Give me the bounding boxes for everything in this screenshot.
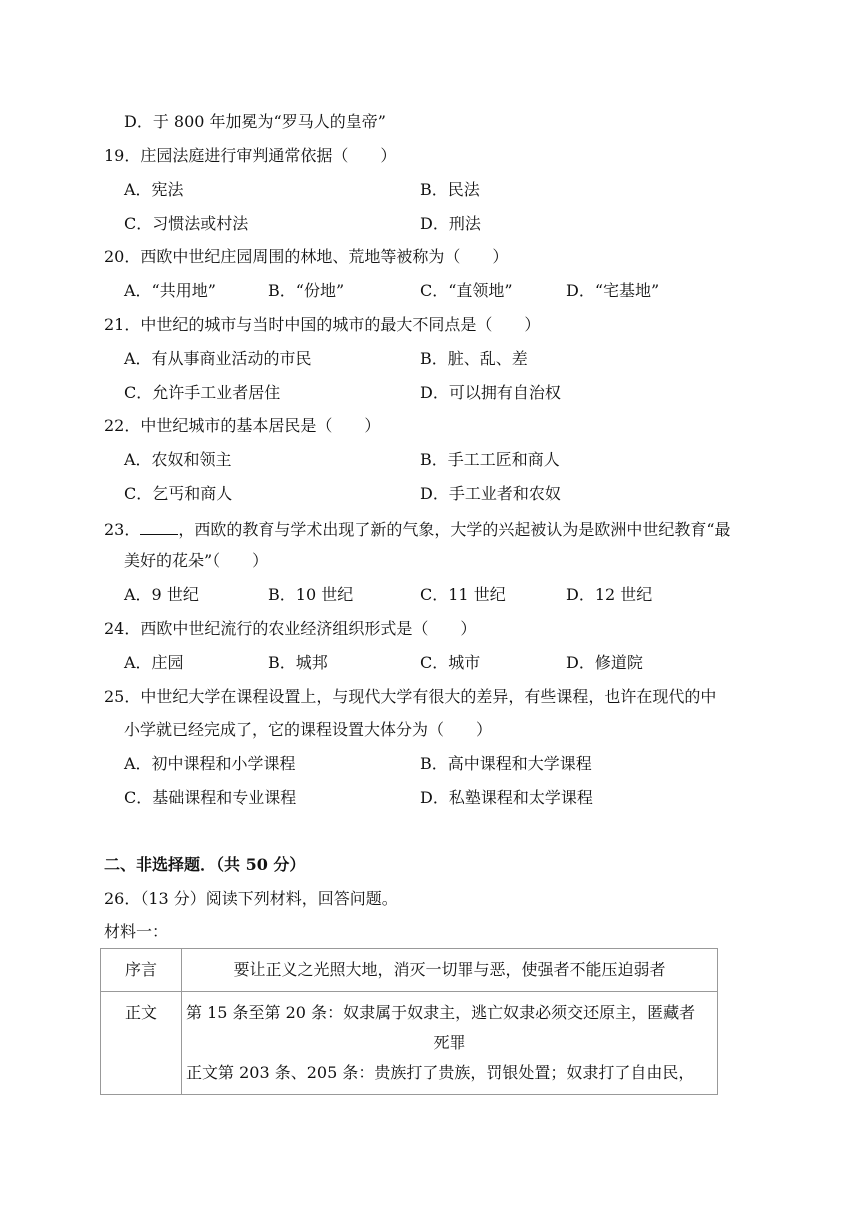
q20-option-d: D．“宅基地”: [566, 281, 660, 300]
section-title: 二、非选择题．（共 50 分）: [104, 855, 306, 874]
q19-option-a: A．宪法: [124, 180, 184, 199]
q23-stem: [104, 518, 731, 540]
table-body-line: 正文第 203 条、205 条：贵族打了贵族，罚银处置；奴隶打了自由民，: [186, 1063, 695, 1082]
table-row: [101, 992, 718, 1095]
q23-option-a: A．9 世纪: [124, 585, 199, 604]
q22-option-d: D．手工业者和农奴: [420, 484, 561, 503]
q21-stem: 21．中世纪的城市与当时中国的城市的最大不同点是（ ）: [104, 315, 541, 334]
q21-option-a: A．有从事商业活动的市民: [124, 349, 312, 368]
q24-stem: 24．西欧中世纪流行的农业经济组织形式是（ ）: [104, 619, 477, 638]
q23-stem-text: ，西欧的教育与学术出现了新的气象，大学的兴起被认为是欧洲中世纪教育“最: [178, 520, 731, 539]
q25-option-c: C．基础课程和专业课程: [124, 788, 297, 807]
table-body-line: 死罪: [433, 1033, 466, 1052]
q21-option-c: C．允许手工业者居住: [124, 383, 281, 402]
q23-option-d: D．12 世纪: [566, 585, 653, 604]
q25-stem: 25．中世纪大学在课程设置上，与现代大学有很大的差异，有些课程，也许在现代的中: [104, 687, 717, 706]
q19-option-b: B．民法: [420, 180, 480, 199]
table-row: [101, 949, 718, 992]
table-body-line: 第 15 条至第 20 条：奴隶属于奴隶主，逃亡奴隶必须交还原主，匿藏者: [186, 1003, 696, 1022]
q20-stem: 20．西欧中世纪庄园周围的林地、荒地等被称为（ ）: [104, 247, 509, 266]
q22-stem: 22．中世纪城市的基本居民是（ ）: [104, 416, 381, 435]
q20-option-a: A．“共用地”: [124, 281, 216, 300]
q21-option-d: D．可以拥有自治权: [420, 383, 561, 402]
q20-option-c: C．“直领地”: [420, 281, 513, 300]
q19-option-d: D．刑法: [420, 214, 481, 233]
q22-option-c: C．乞丐和商人: [124, 484, 233, 503]
q23-option-b: B．10 世纪: [268, 585, 354, 604]
q24-option-b: B．城邦: [268, 653, 328, 672]
table-cell-head: 序言: [101, 949, 182, 992]
table-cell-body: [182, 992, 718, 1095]
q23-option-c: C．11 世纪: [420, 585, 506, 604]
material-table: [100, 948, 718, 1095]
q19-stem: 19．庄园法庭进行审判通常依据（ ）: [104, 146, 397, 165]
q24-option-d: D．修道院: [566, 653, 643, 672]
table-cell-body: 要让正义之光照大地，消灭一切罪与恶，使强者不能压迫弱者: [182, 949, 718, 992]
q24-option-a: A．庄园: [124, 653, 184, 672]
q25-option-a: A．初中课程和小学课程: [124, 754, 296, 773]
q19-option-c: C．习惯法或村法: [124, 214, 249, 233]
q25-stem-line2: 小学就已经完成了，它的课程设置大体分为（ ）: [124, 720, 493, 739]
q21-option-b: B．脏、乱、差: [420, 349, 528, 368]
q26-stem: 26．（13 分）阅读下列材料，回答问题。: [104, 889, 398, 908]
q22-option-b: B．手工工匠和商人: [420, 450, 560, 469]
q25-option-b: B．高中课程和大学课程: [420, 754, 592, 773]
q20-option-b: B．“份地”: [268, 281, 345, 300]
material-label: 材料一：: [104, 922, 169, 941]
q22-option-a: A．农奴和领主: [124, 450, 232, 469]
q24-option-c: C．城市: [420, 653, 481, 672]
q23-number: 23．: [104, 520, 141, 539]
q25-option-d: D．私塾课程和太学课程: [420, 788, 593, 807]
q18-option-d: D．于 800 年加冕为“罗马人的皇帝”: [124, 112, 386, 131]
q23-blank: [140, 518, 178, 535]
table-cell-head: 正文: [101, 992, 182, 1095]
q23-stem-line2: 美好的花朵”（ ）: [124, 551, 269, 570]
